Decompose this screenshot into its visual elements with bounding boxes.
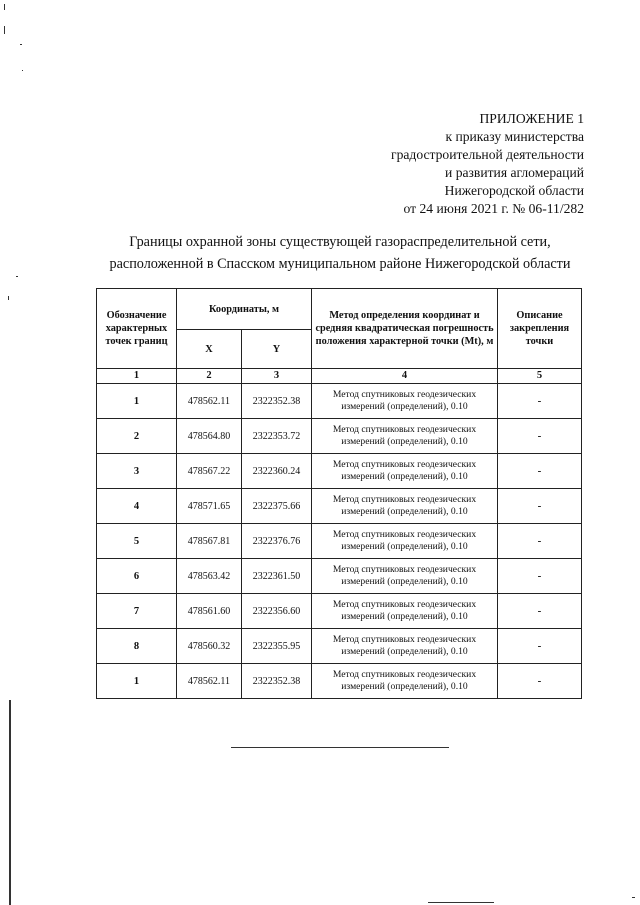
point-id: 2 bbox=[97, 419, 177, 454]
point-id: 7 bbox=[97, 594, 177, 629]
coord-x: 478562.11 bbox=[177, 384, 242, 419]
scan-artifact bbox=[4, 26, 5, 34]
description-cell: - bbox=[498, 594, 582, 629]
table-row bbox=[97, 594, 582, 629]
point-id: 3 bbox=[97, 454, 177, 489]
appendix-line: к приказу министерства bbox=[445, 129, 584, 144]
appendix-line: Нижегородской области bbox=[444, 183, 584, 198]
coord-x: 478567.81 bbox=[177, 524, 242, 559]
appendix-header bbox=[391, 110, 584, 218]
scan-artifact bbox=[20, 44, 22, 45]
description-cell: - bbox=[498, 664, 582, 699]
scan-artifact bbox=[632, 897, 635, 898]
description-cell: - bbox=[498, 559, 582, 594]
header-x: X bbox=[177, 330, 242, 369]
table-row bbox=[97, 629, 582, 664]
table-row bbox=[97, 419, 582, 454]
description-cell: - bbox=[498, 454, 582, 489]
description-cell: - bbox=[498, 629, 582, 664]
coord-y: 2322352.38 bbox=[242, 384, 312, 419]
appendix-line: градостроительной деятельности bbox=[391, 147, 584, 162]
coord-x: 478567.22 bbox=[177, 454, 242, 489]
table-row bbox=[97, 384, 582, 419]
table-row bbox=[97, 664, 582, 699]
title-line: расположенной в Спасском муниципальном районе Нижегородской области bbox=[109, 256, 571, 272]
table-row bbox=[97, 454, 582, 489]
point-id: 8 bbox=[97, 629, 177, 664]
method-cell: Метод спутниковых геодезических измерений (определений), 0.10 bbox=[312, 454, 498, 489]
column-number: 3 bbox=[242, 369, 312, 384]
title-line: Границы охранной зоны существующей газораспределительной сети, bbox=[129, 234, 551, 250]
table-row bbox=[97, 489, 582, 524]
closing-rule bbox=[231, 747, 449, 748]
coord-x: 478561.60 bbox=[177, 594, 242, 629]
coord-y: 2322376.76 bbox=[242, 524, 312, 559]
point-id: 1 bbox=[97, 664, 177, 699]
column-number: 5 bbox=[498, 369, 582, 384]
coord-x: 478571.65 bbox=[177, 489, 242, 524]
point-id: 1 bbox=[97, 384, 177, 419]
coord-x: 478560.32 bbox=[177, 629, 242, 664]
method-cell: Метод спутниковых геодезических измерений (определений), 0.10 bbox=[312, 419, 498, 454]
footer-rule bbox=[428, 902, 494, 903]
coord-y: 2322355.95 bbox=[242, 629, 312, 664]
method-cell: Метод спутниковых геодезических измерений (определений), 0.10 bbox=[312, 384, 498, 419]
coord-y: 2322356.60 bbox=[242, 594, 312, 629]
method-cell: Метод спутниковых геодезических измерений (определений), 0.10 bbox=[312, 559, 498, 594]
coord-x: 478563.42 bbox=[177, 559, 242, 594]
header-y: Y bbox=[242, 330, 312, 369]
coord-y: 2322375.66 bbox=[242, 489, 312, 524]
method-cell: Метод спутниковых геодезических измерений (определений), 0.10 bbox=[312, 594, 498, 629]
method-cell: Метод спутниковых геодезических измерений (определений), 0.10 bbox=[312, 664, 498, 699]
description-cell: - bbox=[498, 419, 582, 454]
scan-artifact bbox=[8, 296, 9, 300]
header-description: Описание закрепления точки bbox=[498, 289, 582, 369]
column-number: 2 bbox=[177, 369, 242, 384]
header-point: Обозначение характерных точек границ bbox=[97, 289, 177, 369]
table-row bbox=[97, 559, 582, 594]
table-row bbox=[97, 524, 582, 559]
coord-x: 478562.11 bbox=[177, 664, 242, 699]
method-cell: Метод спутниковых геодезических измерений (определений), 0.10 bbox=[312, 524, 498, 559]
method-cell: Метод спутниковых геодезических измерений (определений), 0.10 bbox=[312, 629, 498, 664]
appendix-line: от 24 июня 2021 г. № 06-11/282 bbox=[403, 201, 584, 216]
header-coordinates: Координаты, м bbox=[177, 289, 312, 330]
coord-y: 2322360.24 bbox=[242, 454, 312, 489]
coord-y: 2322361.50 bbox=[242, 559, 312, 594]
coord-y: 2322353.72 bbox=[242, 419, 312, 454]
column-number: 4 bbox=[312, 369, 498, 384]
document-title bbox=[0, 231, 640, 275]
point-id: 4 bbox=[97, 489, 177, 524]
column-number: 1 bbox=[97, 369, 177, 384]
description-cell: - bbox=[498, 489, 582, 524]
method-cell: Метод спутниковых геодезических измерений (определений), 0.10 bbox=[312, 489, 498, 524]
scan-artifact bbox=[22, 70, 23, 71]
scan-artifact bbox=[9, 700, 11, 905]
appendix-line: ПРИЛОЖЕНИЕ 1 bbox=[479, 111, 584, 126]
description-cell: - bbox=[498, 384, 582, 419]
scan-artifact bbox=[4, 4, 5, 10]
boundary-points-table bbox=[96, 288, 582, 699]
description-cell: - bbox=[498, 524, 582, 559]
appendix-line: и развития агломераций bbox=[445, 165, 584, 180]
point-id: 5 bbox=[97, 524, 177, 559]
scan-artifact bbox=[16, 276, 18, 277]
coord-x: 478564.80 bbox=[177, 419, 242, 454]
coord-y: 2322352.38 bbox=[242, 664, 312, 699]
header-method: Метод определения координат и средняя квадратическая погрешность положения характерной точки (Mt), м bbox=[312, 289, 498, 369]
point-id: 6 bbox=[97, 559, 177, 594]
